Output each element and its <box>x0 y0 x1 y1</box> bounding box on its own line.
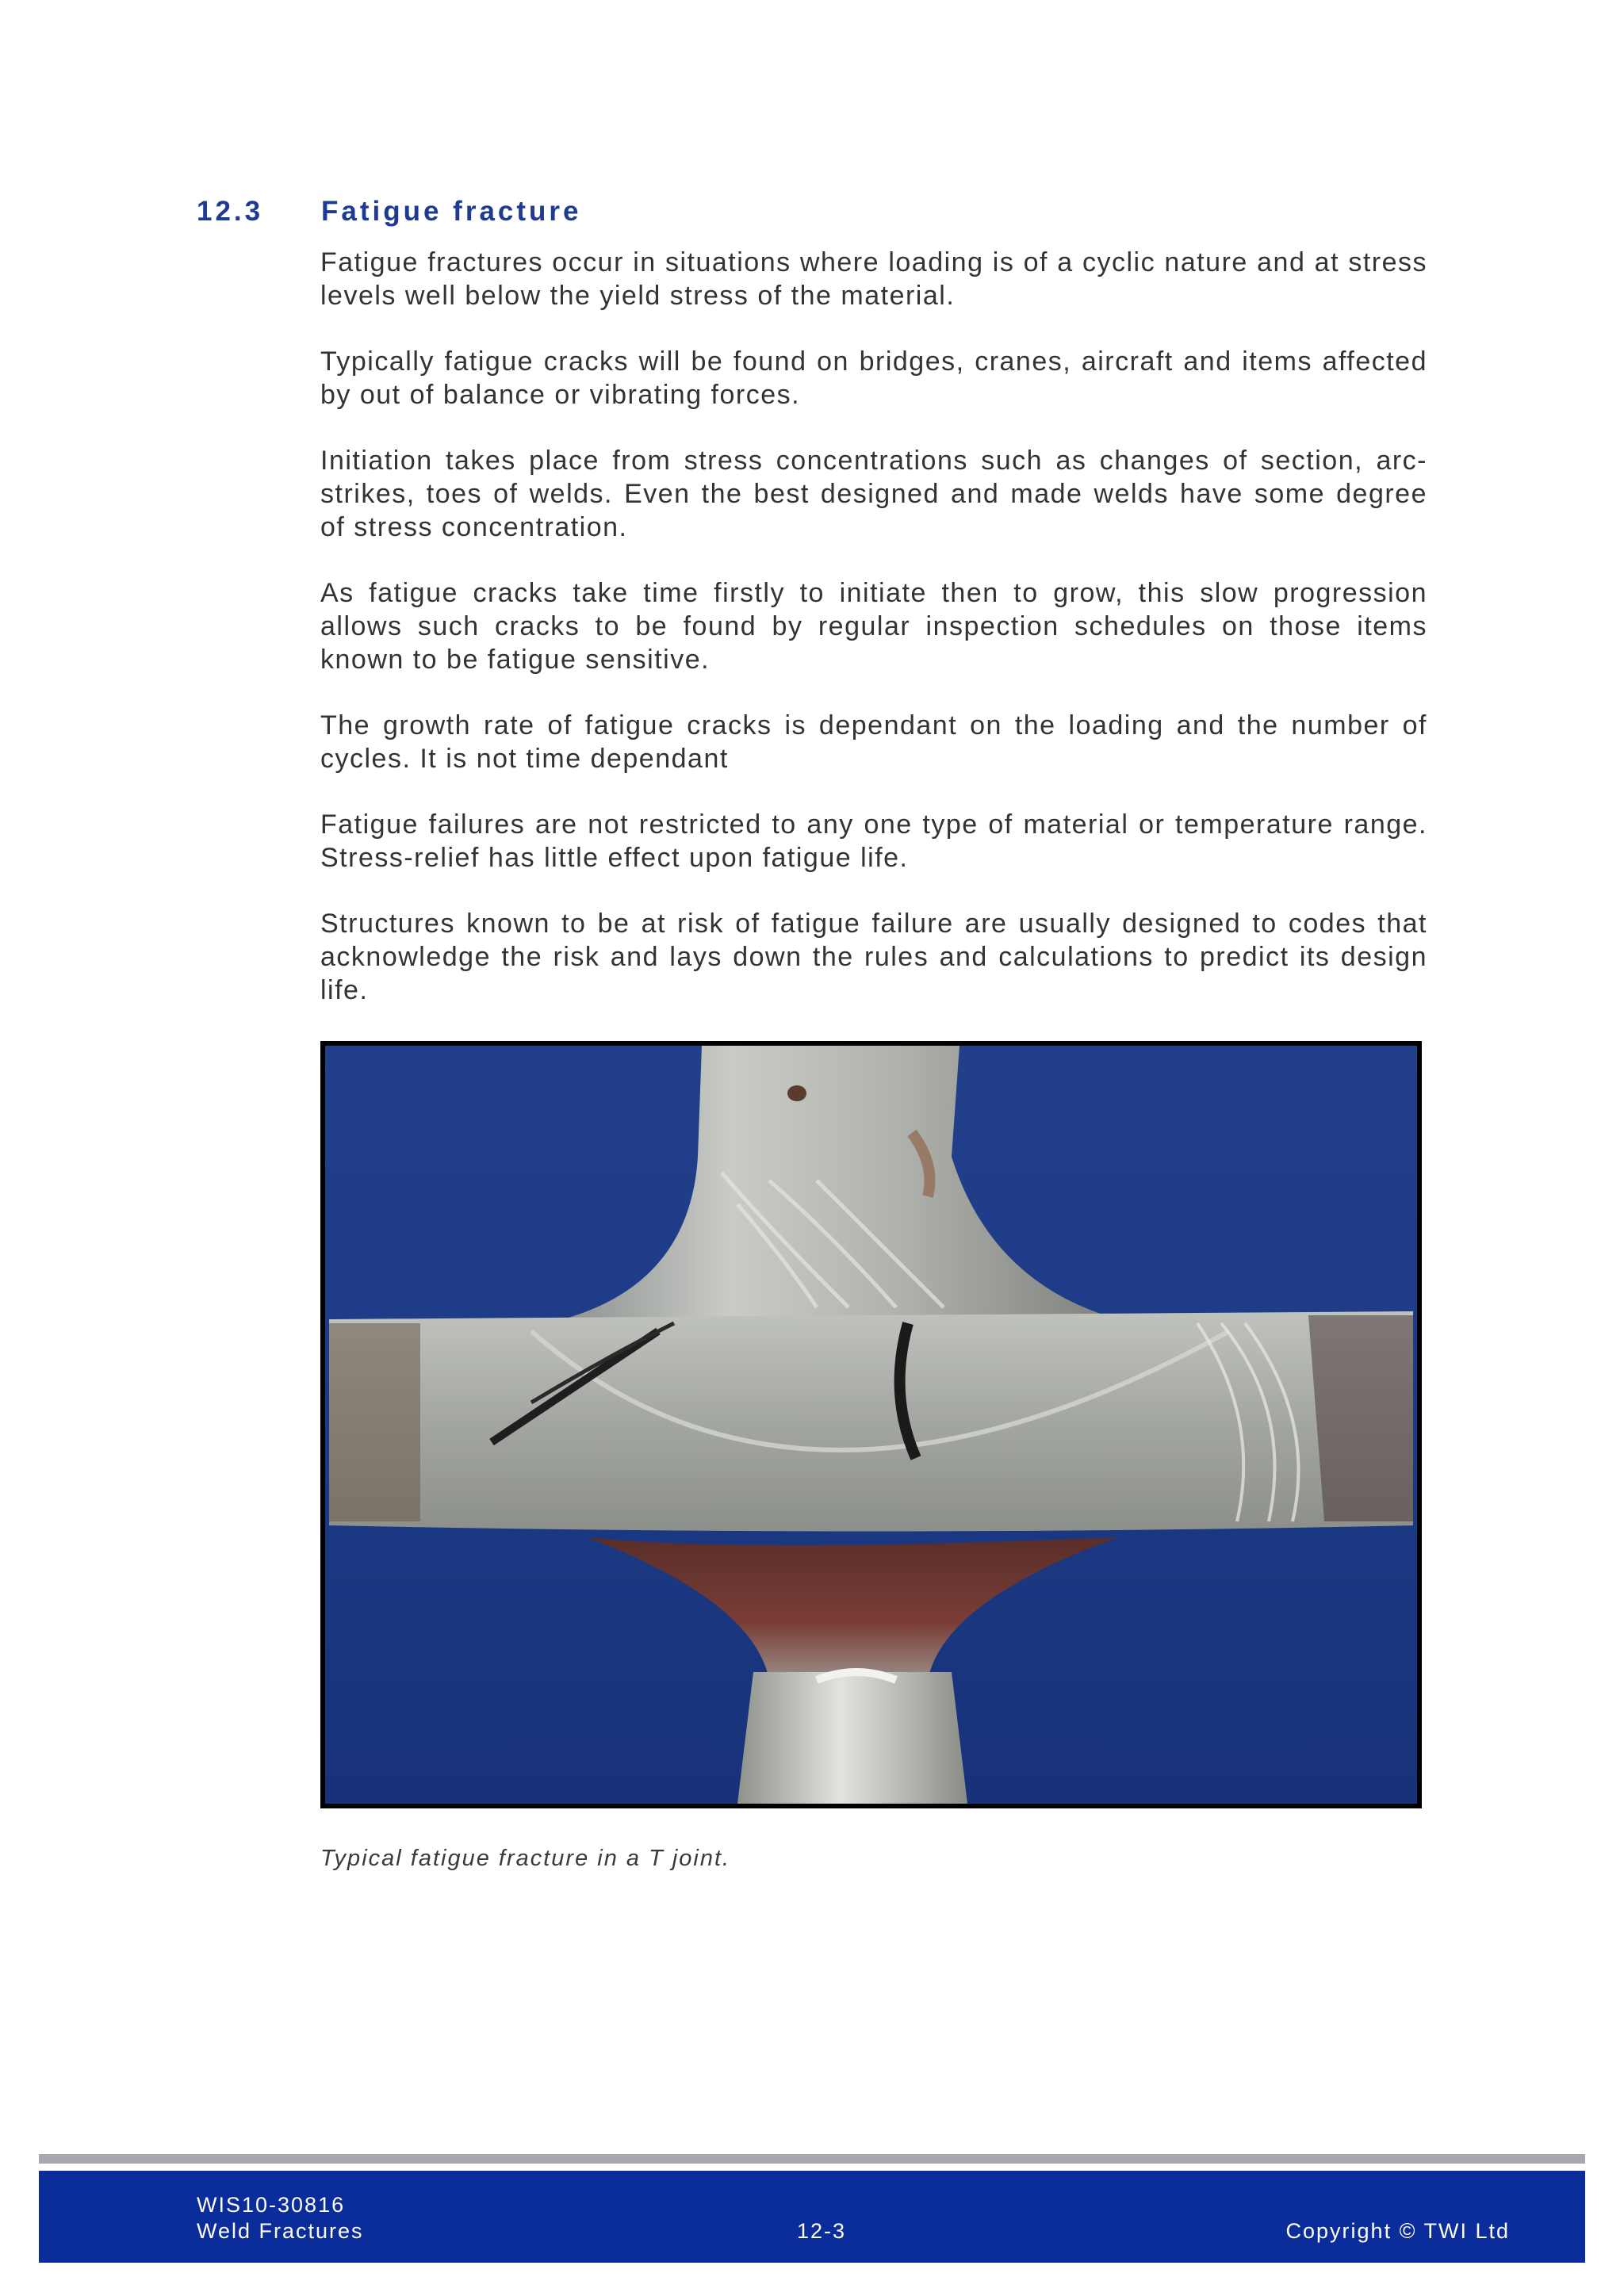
lower-web <box>737 1672 967 1804</box>
figure-caption: Typical fatigue fracture in a T joint. <box>320 1846 731 1871</box>
footer-module-title: Weld Fractures <box>197 2219 364 2243</box>
section-title: Fatigue fracture <box>321 196 582 227</box>
footer-rule <box>39 2154 1585 2164</box>
paragraph-4: As fatigue cracks take time firstly to initiate then to grow, this slow progression allows such cracks to be found by regular inspection schedules on those items known to be fatigue sensitive. <box>320 578 1427 675</box>
paragraph-6: Fatigue failures are not restricted to any one type of material or temperature range. Stress-relief has little effect upon fatigue life. <box>320 809 1427 873</box>
footer-doc-id: WIS10-30816 <box>197 2193 346 2217</box>
page-footer <box>39 2171 1585 2263</box>
fractured-plate <box>329 1311 1413 1532</box>
paragraph-7: Structures known to be at risk of fatigue failure are usually designed to codes that acknowledge the risk and lays down the rules and calculations to predict its design life. <box>320 909 1427 1005</box>
footer-copyright: Copyright © TWI Ltd <box>1285 2219 1510 2243</box>
footer-page-number: 12-3 <box>797 2219 847 2243</box>
paragraph-5: The growth rate of fatigue cracks is dependant on the loading and the number of cycles. It is not time dependant <box>320 710 1427 774</box>
paragraph-1: Fatigue fractures occur in situations where loading is of a cyclic nature and at stress levels well below the yield stress of the material. <box>320 247 1427 311</box>
body-text <box>320 246 1427 1039</box>
paragraph-3: Initiation takes place from stress concentrations such as changes of section, arc- strikes, toes of welds. Even the best designed and made welds have some degree of stress concentration. <box>320 446 1427 542</box>
paragraph-2: Typically fatigue cracks will be found on bridges, cranes, aircraft and items affected by out of balance or vibrating forces. <box>320 346 1427 410</box>
fatigue-fracture-photo <box>320 1041 1422 1808</box>
t-joint-illustration <box>325 1046 1417 1804</box>
section-number: 12.3 <box>197 196 264 227</box>
